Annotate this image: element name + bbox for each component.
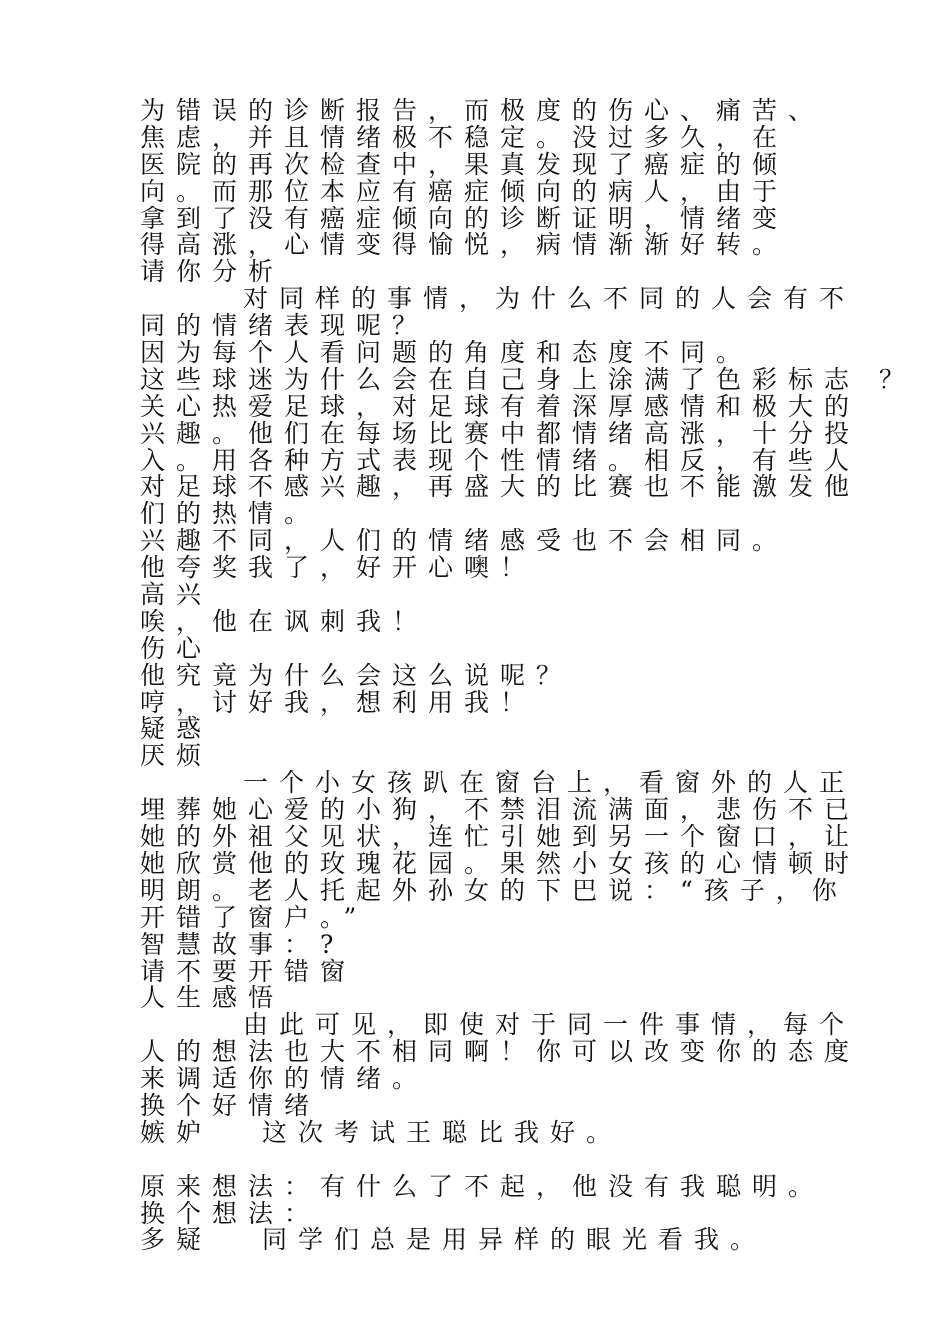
quote-line: 他究竟为什么会这么说呢？	[140, 660, 573, 690]
text-line: 拿到了没有癌症倾向的诊断证明，情绪变	[140, 203, 789, 233]
section-heading: 请你分析	[140, 257, 285, 287]
quote-line: 唉，他在讽刺我！	[140, 606, 429, 636]
labeled-line	[140, 1227, 900, 1254]
text-line: 关心热爱足球，对足球有着深厚感情和极大的	[140, 391, 861, 421]
labeled-line	[140, 1117, 900, 1147]
emotion-label: 疑惑	[140, 714, 213, 744]
text-line: 埋葬她心爱的小狗，不禁泪流满面，悲伤不已	[140, 795, 861, 825]
text-line: 由此可见，即使对于同一件事情，每个	[243, 1010, 856, 1040]
text-line: 人的想法也大不相同啊！你可以改变你的态度	[140, 1037, 861, 1067]
text-line: 明朗。老人托起外孙女的下巴说：“孩子，你	[140, 875, 848, 905]
text-line: 对足球不感兴趣，再盛大的比赛也不能激发他	[140, 472, 861, 502]
emotion-label: 多疑	[140, 1225, 213, 1255]
document-body	[140, 96, 915, 1255]
text-line: 对同样的事情，为什么不同的人会有不	[243, 284, 856, 314]
section-heading: 换个好情绪	[140, 1090, 321, 1120]
question-line: 这些球迷为什么会在自己身上涂满了色彩标志 ？	[140, 364, 915, 394]
text-line: 焦虑，并且情绪极不稳定。没过多久，在	[140, 122, 789, 152]
text-line: 来调适你的情绪。	[140, 1064, 429, 1094]
emotion-label: 嫉妒	[140, 1117, 213, 1147]
text-line: 入。用各种方式表现个性情绪。相反，有些人	[140, 445, 861, 475]
text-line: 她欣赏他的玫瑰花园。果然小女孩的心情顿时	[140, 848, 861, 878]
blank-line	[140, 1147, 900, 1174]
quote-line: 他夸奖我了，好开心噢！	[140, 553, 537, 583]
section-heading: 智慧故事：?	[140, 929, 345, 959]
text-line: 因为每个人看问题的角度和态度不同。	[140, 338, 753, 368]
text-line: 一个小女孩趴在窗台上，看窗外的人正	[243, 768, 856, 798]
emotion-label: 伤心	[140, 633, 213, 663]
text-line: 同的情绪表现呢？	[140, 311, 429, 341]
text-line: 医院的再次检查中，果真发现了癌症的倾	[140, 149, 789, 179]
text-line: 为错误的诊断报告，而极度的伤心、痛苦、	[140, 96, 825, 125]
quote-line: 哼，讨好我，想利用我！	[140, 687, 537, 717]
section-heading: 人生感悟	[140, 983, 285, 1013]
text-line: 们的热情。	[140, 499, 321, 529]
emotion-label: 厌烦	[140, 741, 213, 771]
emotion-label: 高兴	[140, 580, 213, 610]
text-line: 向。而那位本应有癌症倾向的病人，由于	[140, 176, 789, 206]
text-line: 她的外祖父见状，连忙引她到另一个窗口，让	[140, 822, 861, 852]
labeled-text: 这次考试王聪比我好。	[262, 1117, 623, 1147]
text-line: 兴趣不同，人们的情绪感受也不会相同。	[140, 526, 789, 556]
labeled-text: 同学们总是用异样的眼光看我。	[262, 1225, 767, 1255]
text-line: 兴趣。他们在每场比赛中都情绪高涨，十分投	[140, 418, 861, 448]
text-line: 开错了窗户。”	[140, 902, 368, 932]
section-heading: 请不要开错窗	[140, 956, 357, 986]
text-line: 换个想法：	[140, 1198, 321, 1228]
text-line: 原来想法：有什么了不起，他没有我聪明。	[140, 1171, 825, 1201]
text-line: 得高涨，心情变得愉悦，病情渐渐好转。	[140, 230, 789, 260]
